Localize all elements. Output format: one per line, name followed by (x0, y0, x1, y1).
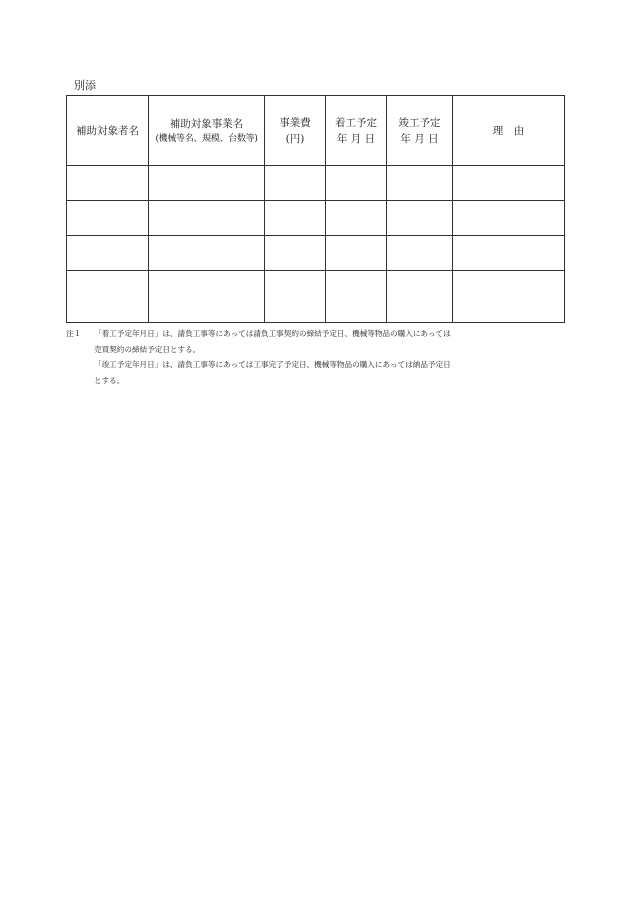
header-recipient-name: 補助対象者名 (67, 96, 149, 166)
note-body (94, 326, 566, 388)
table-cell[interactable] (326, 201, 387, 236)
note-line: 「着工予定年月日」は、請負工事等にあっては請負工事契約の締結予定日、機械等物品の購入にあっては (94, 329, 451, 338)
table-cell[interactable] (67, 236, 149, 271)
table-cell[interactable] (149, 236, 265, 271)
table-cell[interactable] (265, 201, 326, 236)
table-cell[interactable] (149, 201, 265, 236)
table-cell[interactable] (149, 271, 265, 323)
table-row (67, 271, 565, 323)
table-cell[interactable] (453, 236, 565, 271)
table-cell[interactable] (387, 166, 453, 201)
table-cell[interactable] (265, 236, 326, 271)
note-marker: 注１ (66, 329, 82, 338)
table-cell[interactable] (67, 201, 149, 236)
table-header-row (67, 96, 565, 166)
note-line: 売買契約の締結予定日とする。 (94, 344, 201, 354)
table-cell[interactable] (453, 271, 565, 323)
note-row (66, 326, 566, 388)
header-reason: 理 由 (453, 96, 565, 166)
table-cell[interactable] (326, 166, 387, 201)
table-row (67, 236, 565, 271)
attachment-label: 別添 (74, 79, 96, 92)
header-project-cost: 事業費 (円) (265, 96, 326, 166)
header-completion-date: 竣工予定 年 月 日 (387, 96, 453, 166)
table-cell[interactable] (67, 166, 149, 201)
table-cell[interactable] (67, 271, 149, 323)
table-row (67, 201, 565, 236)
table-cell[interactable] (387, 201, 453, 236)
note-line: 「竣工予定年月日」は、請負工事等にあっては工事完了予定日、機械等物品の購入にあっては納品予定日 (94, 360, 451, 369)
table-cell[interactable] (326, 271, 387, 323)
note-line: とする。 (94, 375, 125, 385)
table-cell[interactable] (453, 201, 565, 236)
header-project-name: 補助対象事業名 (機械等名、規模、台数等) (149, 96, 265, 166)
table-cell[interactable] (265, 271, 326, 323)
table-cell[interactable] (387, 236, 453, 271)
header-start-date: 着工予定 年 月 日 (326, 96, 387, 166)
table-cell[interactable] (387, 271, 453, 323)
table-cell[interactable] (149, 166, 265, 201)
subsidy-plan-table (66, 95, 565, 323)
table-cell[interactable] (326, 236, 387, 271)
table-row (67, 166, 565, 201)
notes-section (66, 326, 566, 388)
table-cell[interactable] (265, 166, 326, 201)
table-cell[interactable] (453, 166, 565, 201)
